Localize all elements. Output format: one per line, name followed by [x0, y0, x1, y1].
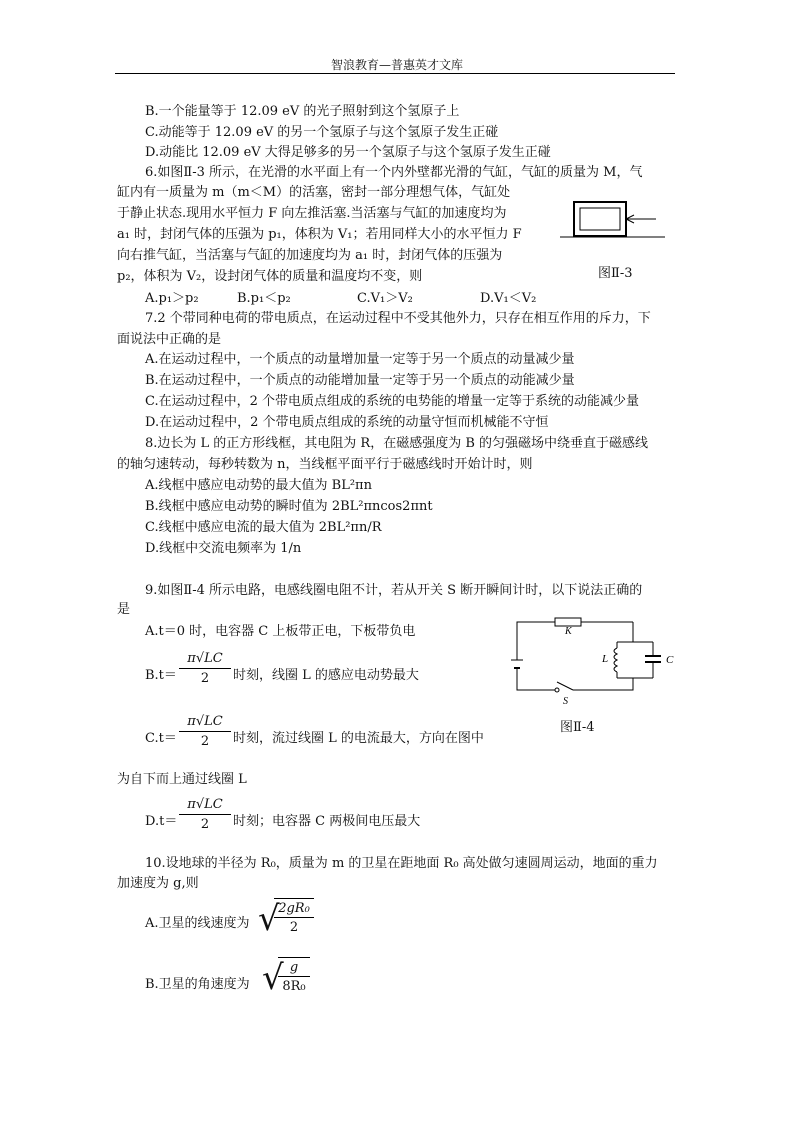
- circuit-label-l: L: [602, 653, 609, 665]
- q6-option-d: D.V₁＜V₂: [480, 291, 537, 306]
- q6-option-b: B.p₁＜p₂: [237, 291, 291, 306]
- sqrt-sign-icon: √: [258, 899, 280, 939]
- q5-option-d: D.动能比 12.09 eV 大得足够多的另一个氢原子与这个氢原子发生正碰: [145, 145, 551, 160]
- q7-option-c: C.在运动过程中，2 个带电质点组成的系统的电势能的增量一定等于系统的动能减少量: [145, 394, 640, 409]
- q7-stem-line: 7.2 个带同种电荷的带电质点，在运动过程中不受其他外力，只存在相互作用的斥力，下: [145, 311, 651, 326]
- radical-denominator: 2: [289, 920, 299, 935]
- q9-option-c-fraction: [179, 714, 231, 749]
- q10-option-a-prefix: A.卫星的线速度为: [145, 916, 250, 931]
- q10-option-b-prefix: B.卫星的角速度为: [145, 977, 250, 992]
- q6-stem-line: 缸内有一质量为 m（m＜M）的活塞，密封一部分理想气体，气缸处: [117, 185, 511, 200]
- fraction-numerator: π√LC: [179, 651, 231, 669]
- q6-option-a: A.p₁＞p₂: [145, 291, 199, 306]
- q7-option-d: D.在运动过程中，2 个带电质点组成的系统的动量守恒而机械能不守恒: [145, 415, 549, 430]
- q10-stem-line: 加速度为 g,则: [117, 876, 199, 891]
- circuit-label-s: S: [563, 696, 568, 705]
- q8-option-b: B.线框中感应电动势的瞬时值为 2BL²πncos2πnt: [145, 499, 433, 514]
- q6-stem-line: 于静止状态.现用水平恒力 F 向左推活塞.当活塞与气缸的加速度均为: [117, 206, 507, 221]
- q10-option-a-radical: [258, 898, 318, 944]
- q10-stem-line: 10.设地球的半径为 R₀，质量为 m 的卫星在距地面 R₀ 高处做匀速圆周运动，地面的重力: [145, 856, 658, 871]
- q8-option-a: A.线框中感应电动势的最大值为 BL²πn: [145, 478, 372, 493]
- q8-stem-line: 的轴匀速转动，每秒转数为 n，当线框平面平行于磁感线时开始计时，则: [117, 457, 533, 472]
- q9-option-d-fraction: [179, 797, 231, 832]
- fraction-denominator: 2: [200, 671, 210, 686]
- q9-option-c-prefix: C.t＝: [145, 731, 177, 746]
- page-header: 智浪教育—普惠英才文库: [330, 58, 463, 72]
- q7-stem-line: 面说法中正确的是: [117, 332, 222, 347]
- radical-content: [278, 957, 310, 994]
- cylinder-piston-figure: [560, 196, 670, 244]
- q9-option-d-prefix: D.t＝: [145, 814, 178, 829]
- figure-caption-2-4: 图Ⅱ-4: [560, 720, 595, 735]
- q6-option-c: C.V₁＞V₂: [357, 291, 413, 306]
- q8-option-c: C.线框中感应电流的最大值为 2BL²πn/R: [145, 520, 382, 535]
- circuit-label-c: C: [666, 654, 674, 666]
- fraction-numerator: π√LC: [179, 797, 231, 815]
- radical-content: [274, 898, 314, 935]
- q6-stem-line: a₁ 时，封闭气体的压强为 p₁，体积为 V₁；若用同样大小的水平恒力 F: [117, 227, 522, 242]
- circuit-label-k: K: [565, 626, 572, 637]
- fraction-numerator: π√LC: [179, 714, 231, 732]
- q9-option-b-fraction: [179, 651, 231, 686]
- q8-option-d: D.线框中交流电频率为 1/n: [145, 541, 302, 556]
- sqrt-sign-icon: √: [262, 958, 284, 998]
- q9-option-d-suffix: 时刻；电容器 C 两极间电压最大: [233, 814, 421, 829]
- q9-option-c-suffix: 时刻，流过线圈 L 的电流最大，方向在图中: [233, 731, 484, 746]
- q10-option-b-radical: [262, 957, 314, 1003]
- q5-option-c: C.动能等于 12.09 eV 的另一个氢原子与这个氢原子发生正碰: [145, 125, 499, 140]
- q6-stem-line: p₂，体积为 V₂，设封闭气体的质量和温度均不变，则: [117, 269, 423, 284]
- q9-stem-line: 是: [117, 602, 131, 617]
- q9-option-b-suffix: 时刻，线圈 L 的感应电动势最大: [233, 668, 419, 683]
- radical-numerator: g: [278, 958, 310, 977]
- q9-stem-line: 9.如图Ⅱ-4 所示电路，电感线圈电阻不计，若从开关 S 断开瞬间计时，以下说法正确的: [145, 583, 643, 598]
- q9-option-c-continuation: 为自下而上通过线圈 L: [117, 772, 247, 787]
- lc-circuit-figure: [505, 610, 680, 705]
- q8-stem-line: 8.边长为 L 的正方形线框，其电阻为 R，在磁感强度为 B 的匀强磁场中绕垂直于磁感线: [145, 436, 649, 451]
- q9-option-b-prefix: B.t＝: [145, 668, 177, 683]
- radical-denominator: 8R₀: [282, 979, 306, 994]
- q7-option-a: A.在运动过程中，一个质点的动量增加量一定等于另一个质点的动量减少量: [145, 352, 575, 367]
- q6-stem-line: 6.如图Ⅱ-3 所示，在光滑的水平面上有一个内外壁都光滑的气缸，气缸的质量为 M，气: [145, 165, 643, 180]
- fraction-denominator: 2: [200, 817, 210, 832]
- q5-option-b: B.一个能量等于 12.09 eV 的光子照射到这个氢原子上: [145, 104, 460, 119]
- radical-numerator: 2gR₀: [274, 899, 314, 918]
- header-rule: [115, 73, 675, 74]
- fraction-denominator: 2: [200, 734, 210, 749]
- q9-option-a: A.t＝0 时，电容器 C 上板带正电，下板带负电: [145, 624, 416, 639]
- q7-option-b: B.在运动过程中，一个质点的动能增加量一定等于另一个质点的动能减少量: [145, 373, 575, 388]
- q6-stem-line: 向右推气缸，当活塞与气缸的加速度均为 a₁ 时，封闭气体的压强为: [117, 248, 503, 263]
- figure-caption-2-3: 图Ⅱ-3: [598, 266, 633, 281]
